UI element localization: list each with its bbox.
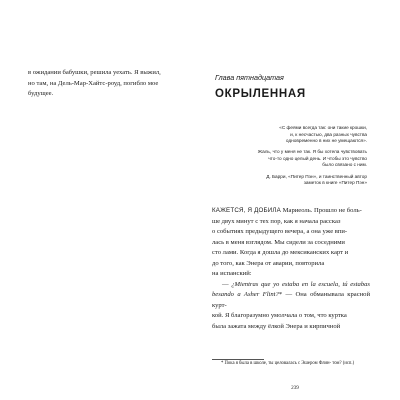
body-paragraph-2-text: — Она обманывала красной курт- кой. Я благоразумно умолчала о том, что куртка была зажата между ёлкой Энера и кирпичной	[212, 291, 370, 330]
spanish-dialogue: ¿Mientras que yo estaba en la escuela, tú estabas besando a Asher Flint?	[212, 280, 371, 298]
left-page-text: в ожидании бабушки, решила уехать. Я выжил, но там, на Дель-Мар-Хайтс-роуд, погибло мое будущее.	[28, 69, 161, 97]
footnote: * Пока я была в школе, ты целовалась с Эшером Флин- том? (исп.)	[221, 361, 355, 366]
body-paragraph-1	[212, 206, 370, 280]
chapter-opening-caps: КАЖЕТСЯ, Я ДОБИЛА	[212, 207, 282, 214]
page-number: 239	[291, 385, 299, 391]
chapter-title: ОКРЫЛЕННАЯ	[215, 88, 306, 100]
footnote-marker: *	[278, 291, 283, 298]
epigraph-quote-1: «С феями всегда так: они такие крошки, и, к несчастью, два разных чувства одновременно в них не умещаются».	[279, 125, 367, 144]
chapter-label: Глава пятнадцатая	[215, 73, 284, 82]
right-page	[200, 0, 400, 400]
footnote-divider	[212, 359, 264, 360]
body-paragraph-1-text: Мариеоль. Прошло не боль- ше двух минут с тех пор, как я начала рассказ о событиях предыдущего вечера, а она уже впи- лась в меня взглядом. Мы сидели за соседними сто лами. Когда я дошла до мексиканских карт и до того, как Энера от аварии, повторила на испанский:	[212, 207, 362, 277]
epigraph-quote-2: Жаль, что у меня не так. Я бы хотела чувствовать что-то одно целый день. И чтобы это чувство было связано с ним.	[257, 149, 367, 168]
epigraph	[212, 125, 367, 191]
chapter-body	[212, 206, 370, 332]
epigraph-attribution: Д. Барри, «Питер Пэн», и таинственный автор заметок в книге «Питер Пэн»	[266, 173, 367, 186]
body-paragraph-2	[212, 280, 370, 333]
dialogue-dash: —	[222, 280, 232, 288]
